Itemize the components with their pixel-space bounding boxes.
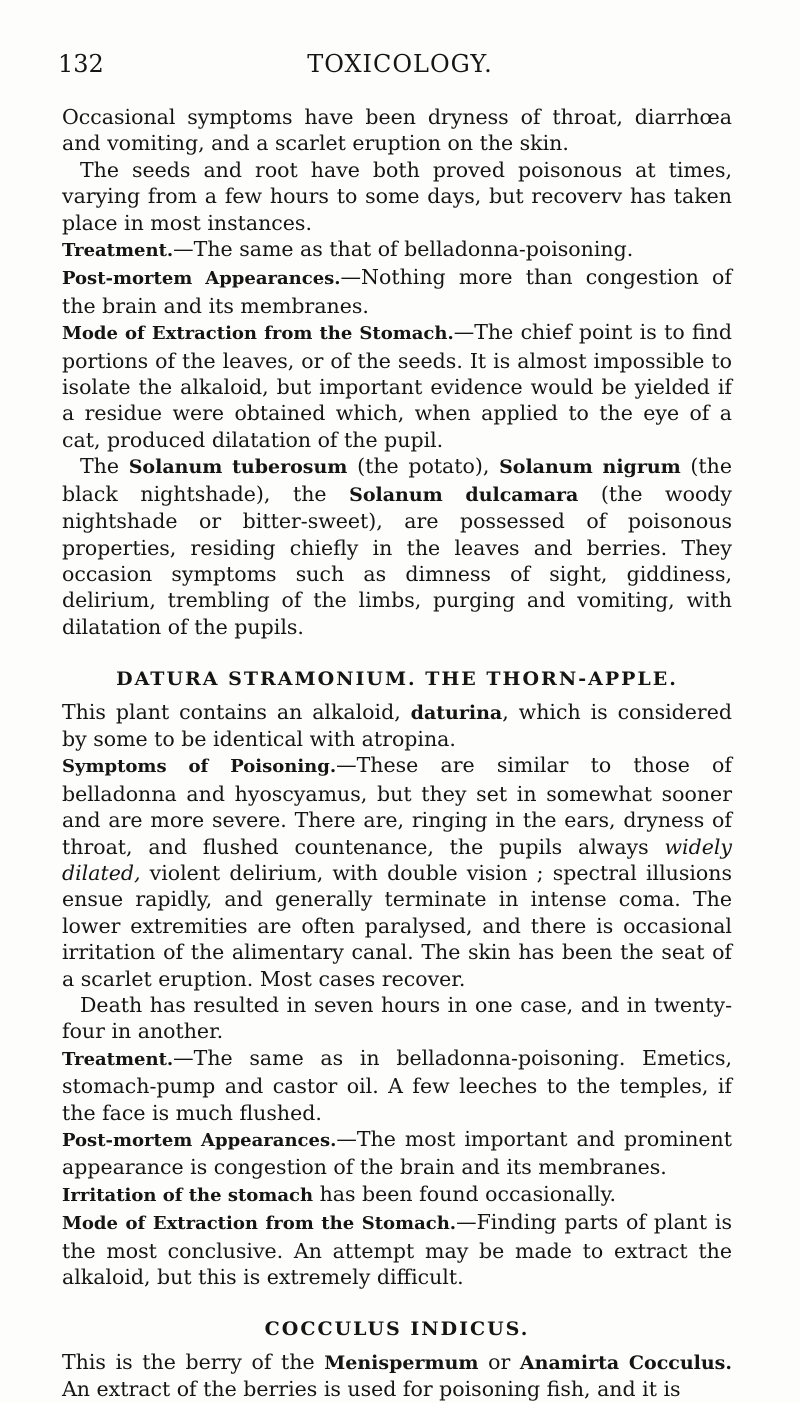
datura-treatment-label: Treatment. — [62, 1048, 174, 1070]
paragraph-mode-extraction — [62, 319, 732, 453]
paragraph-symptoms-occasional: Occasional symptoms have been dryness of throat, diarrhœa and vomiting, and a scarlet eruption on the skin. — [62, 105, 732, 156]
cocculus-text-b: An extract of the berries is used for poisoning fish, and it is — [62, 1377, 681, 1402]
page-header — [58, 50, 742, 80]
paragraph-irritation — [62, 1181, 732, 1209]
symptoms-label: Symptoms of Poisoning. — [62, 756, 337, 778]
cocculus-text-a: This is the berry of the — [62, 1349, 325, 1374]
datura-mode-text: —Finding parts of plant is the most conclusive. An attempt may be made to extract the alkaloid, but this is extremely difficult. — [62, 1210, 732, 1290]
cocculus-text-or: or — [478, 1349, 520, 1374]
symptoms-text-b: violent delirium, with double vision ; spectral illusions ensue rapidly, and generally terminate in intense coma. The lower extremities are often paralysed, and there is occasional irritation of the alimentary canal. The skin has been the seat of a scarlet eruption. Most cases recover. — [62, 860, 732, 991]
solanum-tuberosum: Solanum tuberosum — [128, 456, 348, 479]
paragraph-datura-symptoms — [62, 752, 732, 992]
datura-postmortem-text: —The most important and prominent appearance is congestion of the brain and its membranes. — [62, 1127, 733, 1180]
solanum-text-2: (the potato), — [347, 454, 500, 479]
widely-dilated-emphasis: widely dilated, — [62, 834, 732, 885]
page-number: 132 — [58, 50, 104, 78]
solanum-text-3: (the black nightshade), the — [62, 454, 733, 506]
datura-text-b: , which is considered by some to be identical with atropina. — [62, 699, 732, 751]
datura-text-a: This plant contains an alkaloid, — [62, 699, 411, 724]
paragraph-datura-treatment — [62, 1045, 732, 1126]
datura-postmortem-label: Post-mortem Appearances. — [62, 1130, 337, 1152]
irritation-label: Irritation of the stomach — [62, 1184, 314, 1206]
treatment-label: Treatment. — [62, 240, 174, 262]
paragraph-solanum — [62, 453, 732, 640]
paragraph-seeds-root: The seeds and root have both proved poisonous at times, varying from a few hours to some days, but recoverv has taken place in most instances. — [62, 157, 732, 235]
solanum-text-1: The — [80, 454, 129, 479]
solanum-dulcamara: Solanum dulcamara — [349, 483, 579, 506]
solanum-nigrum: Solanum nigrum — [499, 456, 681, 479]
solanum-text-4: (the woody nightshade or bitter-sweet), are possessed of poisonous properties, residing chiefly in the leaves and berries. They occasion symptoms such as dimness of sight, giddiness, delirium, trembling of the limbs, purging and vomiting, with dilatation of the pupils. — [62, 481, 732, 639]
irritation-text: has been found occasionally. — [313, 1181, 616, 1206]
paragraph-postmortem — [62, 264, 732, 319]
mode-label: Mode of Extraction from the Stomach. — [62, 323, 454, 345]
paragraph-datura-postmortem — [62, 1126, 732, 1181]
paragraph-datura-mode — [62, 1209, 732, 1290]
daturina-term: daturina — [410, 701, 503, 724]
paragraph-datura-alkaloid — [62, 699, 732, 753]
running-title: TOXICOLOGY. — [307, 50, 493, 78]
treatment-text: —The same as that of belladonna-poisoning. — [173, 237, 634, 262]
menispermum-term: Menispermum — [324, 1351, 479, 1374]
page-body — [62, 104, 732, 1403]
anamirta-term: Anamirta Cocculus. — [519, 1351, 732, 1374]
datura-mode-label: Mode of Extraction from the Stomach. — [62, 1213, 457, 1235]
postmortem-label: Post-mortem Appearances. — [62, 268, 341, 290]
section-heading-cocculus: COCCULUS INDICUS. — [264, 1318, 530, 1341]
paragraph-death: Death has resulted in seven hours in one case, and in twenty-four in another. — [62, 993, 732, 1044]
mode-text: —The chief point is to find portions of the leaves, or of the seeds. It is almost impossible to isolate the alkaloid, but important evidence would be yielded if a residue were obtained which, when applied to the eye of a cat, produced dilatation of the pupil. — [62, 320, 732, 452]
symptoms-text-a: —These are similar to those of belladonna and hyoscyamus, but they set in somewhat sooner and are more severe. There are, ringing in the ears, dryness of throat, and flushed countenance, the pupils always — [62, 753, 732, 859]
section-heading-datura: DATURA STRAMONIUM. THE THORN-APPLE. — [116, 668, 678, 691]
datura-treatment-text: —The same as in belladonna-poisoning. Emetics, stomach-pump and castor oil. A few leeches to the temples, if the face is much flushed. — [62, 1045, 732, 1125]
paragraph-treatment — [62, 236, 732, 264]
paragraph-cocculus — [62, 1349, 732, 1403]
postmortem-text: —Nothing more than congestion of the brain and its membranes. — [62, 265, 732, 318]
